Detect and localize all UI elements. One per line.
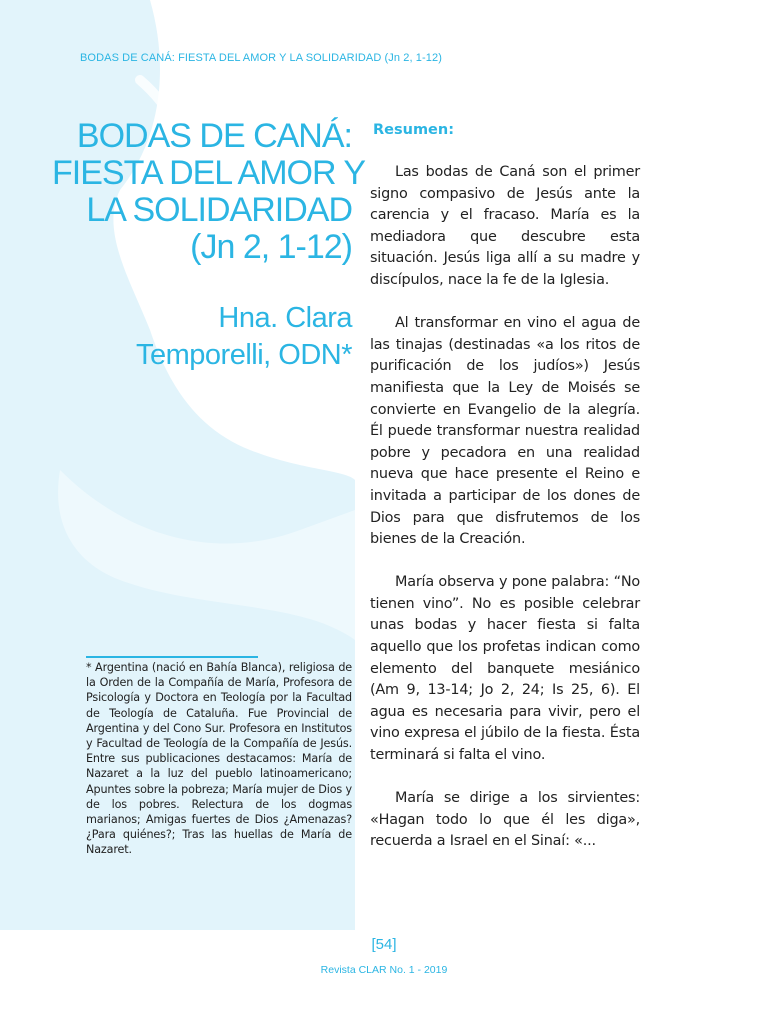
article-author (52, 300, 352, 374)
summary-paragraph: María observa y pone palabra: “No tienen vino”. No es posible celebrar unas bodas y hacer fiesta si falta aquello que los profetas indican como elemento del banquete mesiánico (Am 9, 13-14; Jo 2, 24; Is 25, 6). El agua es necesaria para vivir, pero el vino expresa el júbilo de la fiesta. Ésta terminará si falta el vino. (370, 574, 640, 764)
summary-paragraph: Al transformar en vino el agua de las tinajas (destinadas «a los ritos de purificación de los judíos») Jesús manifiesta que la Ley de Moisés se convierte en Evangelio de la alegría. Él puede transformar nuestra realidad pobre y pecadora en una realidad nueva que hace presente el Reino e invitada a participar de los dones de Dios para que disfrutemos de los bienes de la Creación. (370, 315, 640, 548)
title-line: LA SOLIDARIDAD (86, 191, 352, 229)
summary-paragraph: María se dirige a los sirvientes: «Hagan todo lo que él les diga», recuerda a Israel en el Sinaí: «... (370, 790, 640, 850)
title-line: (Jn 2, 1-12) (190, 228, 352, 266)
author-footnote: * Argentina (nació en Bahía Blanca), religiosa de la Orden de la Compañía de María, Profesora de Psicología y Doctora en Teología por la Facultad de Teología de Cataluña. Fue Provincial de Argentina y del Cono Sur. Profesora en Institutos y Facultad de Teología de la Compañía de Jesús. Entre sus publicaciones destacamos: María de Nazaret a la luz del pueblo latinoamericano; Apuntes sobre la pobreza; María mujer de Dios y de los pobres. Relectura de los dogmas marianos; Amigas fuertes de Dios ¿Amenazas? ¿Para quiénes?; Tras las huellas de María de Nazaret. (86, 661, 352, 857)
journal-footer: Revista CLAR No. 1 - 2019 (320, 964, 448, 976)
footnote-divider (86, 656, 258, 658)
page-number: [54] (371, 936, 397, 953)
title-line: BODAS DE CANÁ: (76, 117, 352, 155)
summary-heading: Resumen: (373, 122, 455, 138)
summary-paragraph: Las bodas de Caná son el primer signo compasivo de Jesús ante la carencia y el fracaso. María es la mediadora que descubre esta situación. Jesús liga allí a su madre y discípulos, nace la fe de la Iglesia. (370, 164, 640, 288)
running-header: BODAS DE CANÁ: FIESTA DEL AMOR Y LA SOLIDARIDAD (Jn 2, 1-12) (80, 52, 442, 64)
author-line: Hna. Clara (218, 302, 352, 334)
article-title (52, 117, 366, 266)
author-line: Temporelli, ODN* (136, 339, 352, 371)
summary-body (370, 162, 640, 875)
title-line: FIESTA DEL AMOR Y (52, 154, 366, 192)
